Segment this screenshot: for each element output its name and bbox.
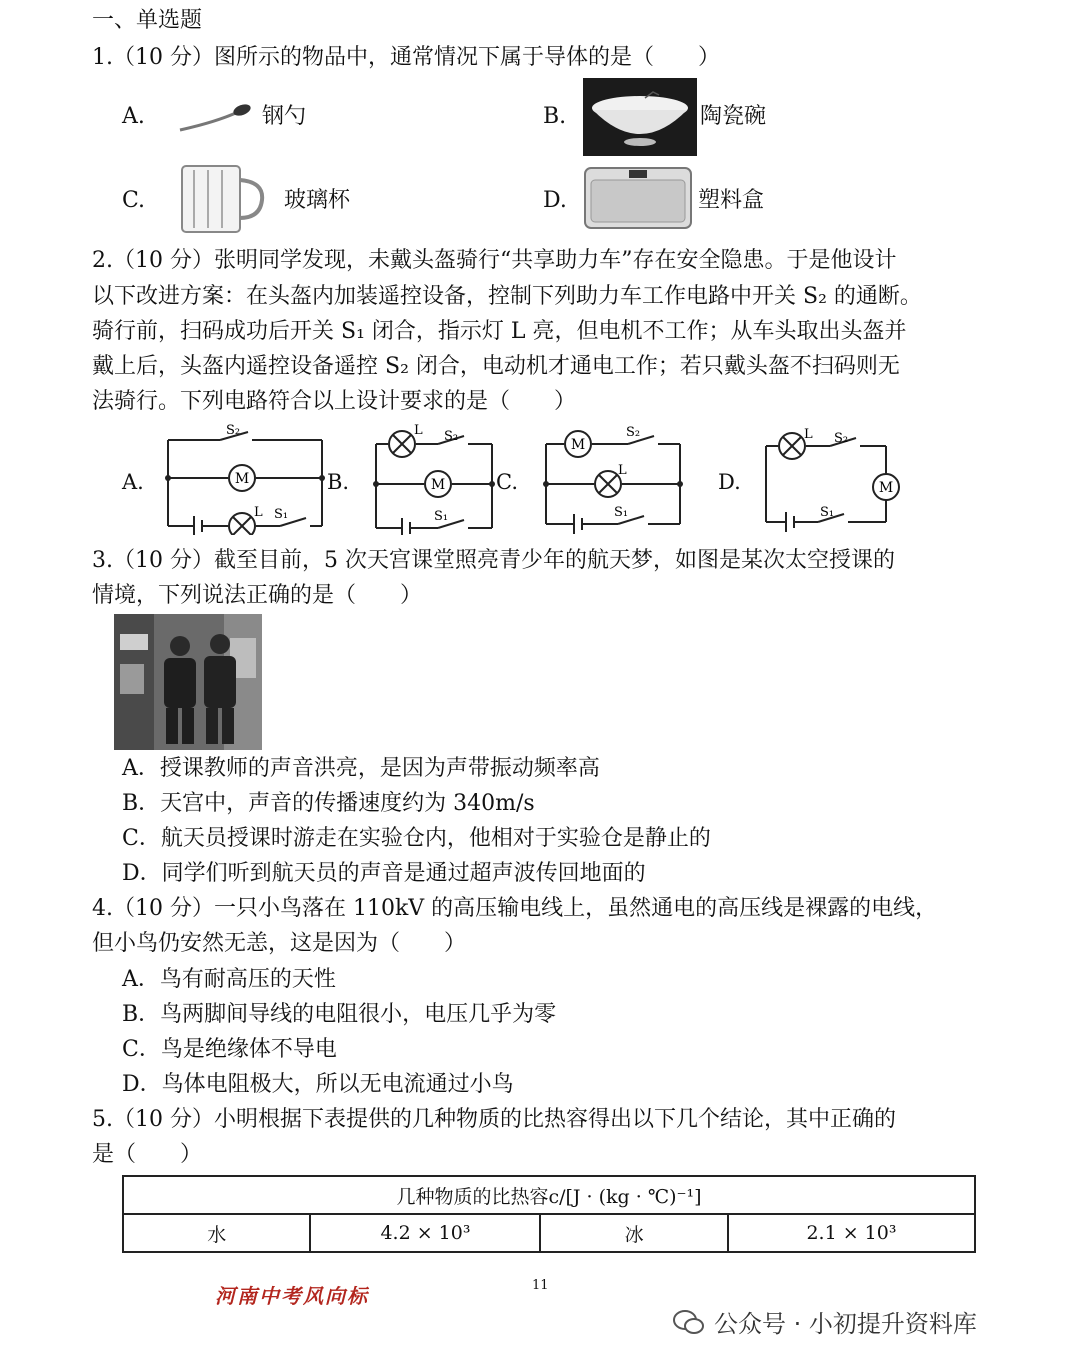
circuit-b-s1-label: S₁	[434, 509, 449, 524]
circuit-d-s1-label: S₁	[820, 505, 835, 520]
circuit-a-lamp-label: L	[254, 505, 263, 520]
circuit-c-motor-label: M	[570, 437, 586, 453]
section-title: 一、单选题	[92, 8, 203, 33]
circuit-c-s2-label: S₂	[626, 425, 641, 440]
circuit-diagram-a	[160, 420, 330, 535]
q1-option-d-letter: D.	[543, 188, 567, 213]
q2-line-5: 法骑行。下列电路符合以上设计要求的是（ ）	[92, 389, 577, 414]
q1-option-b-label: 陶瓷碗	[700, 104, 767, 129]
q2-line-1: 2.（10 分）张明同学发现，未戴头盔骑行“共享助力车”存在安全隐患。于是他设计	[92, 248, 897, 273]
table-row	[123, 1214, 975, 1252]
q4-option-c: C．鸟是绝缘体不导电	[122, 1037, 337, 1062]
q3-line-2: 情境，下列说法正确的是（ ）	[92, 583, 423, 608]
table-cell: 2.1 × 10³	[728, 1214, 975, 1252]
q1-option-c-letter: C.	[122, 188, 146, 213]
q5-line-1: 5.（10 分）小明根据下表提供的几种物质的比热容得出以下几个结论，其中正确的	[92, 1107, 896, 1132]
circuit-diagram-d	[758, 420, 908, 535]
circuit-b-letter: B.	[327, 470, 350, 494]
q4-option-a: A．鸟有耐高压的天性	[122, 967, 336, 992]
q3-option-d: D．同学们听到航天员的声音是通过超声波传回地面的	[122, 861, 646, 886]
circuit-b-motor-label: M	[430, 477, 446, 493]
specific-heat-table	[122, 1175, 976, 1253]
circuit-b-lamp-label: L	[414, 423, 423, 438]
q1-option-b-letter: B.	[543, 104, 567, 129]
table-header: 几种物质的比热容c/[J · (kg · ℃)⁻¹]	[123, 1176, 975, 1214]
circuit-diagram-c	[538, 420, 688, 535]
table-cell: 水	[123, 1214, 310, 1252]
circuit-c-s1-label: S₁	[614, 505, 629, 520]
circuit-d-s2-label: S₂	[834, 431, 849, 446]
q3-option-b: B．天宫中，声音的传播速度约为 340m/s	[122, 791, 535, 816]
circuit-c-lamp-label: L	[618, 463, 627, 478]
watermark-text: 公众号 · 小初提升资料库	[714, 1310, 977, 1338]
q4-option-b: B．鸟两脚间导线的电阻很小，电压几乎为零	[122, 1002, 557, 1027]
space-classroom-photo	[114, 614, 262, 750]
circuit-a-letter: A.	[122, 470, 144, 494]
circuit-d-lamp-label: L	[804, 427, 813, 442]
q4-line-1: 4.（10 分）一只小鸟落在 110kV 的高压输电线上，虽然通电的高压线是裸露的电线，	[92, 896, 938, 921]
page-number: 11	[532, 1278, 549, 1293]
steel-spoon-icon	[176, 98, 254, 138]
q1-stem: 1.（10 分）图所示的物品中，通常情况下属于导体的是（ ）	[92, 45, 720, 70]
q4-line-2: 但小鸟仍安然无恙，这是因为（ ）	[92, 931, 467, 956]
q3-option-c: C．航天员授课时游走在实验仓内，他相对于实验仓是静止的	[122, 826, 711, 851]
watermark	[672, 1304, 977, 1339]
circuit-a-s2-label: S₂	[226, 423, 241, 438]
plastic-box-icon	[583, 166, 693, 230]
circuit-d-motor-label: M	[878, 480, 894, 496]
circuit-diagram-b	[368, 420, 500, 535]
table-cell: 4.2 × 10³	[310, 1214, 540, 1252]
wechat-icon	[672, 1307, 706, 1337]
glass-cup-icon	[176, 160, 268, 236]
q3-line-1: 3.（10 分）截至目前，5 次天宫课堂照亮青少年的航天梦，如图是某次太空授课的	[92, 548, 895, 573]
stamp-text: 河南中考风向标	[215, 1284, 369, 1308]
q2-line-4: 戴上后，头盔内遥控设备遥控 S₂ 闭合，电动机才通电工作；若只戴头盔不扫码则无	[92, 354, 900, 379]
circuit-b-s2-label: S₂	[444, 429, 459, 444]
circuit-a-s1-label: S₁	[274, 507, 289, 522]
q2-line-2: 以下改进方案：在头盔内加装遥控设备，控制下列助力车工作电路中开关 S₂ 的通断。	[92, 284, 922, 309]
q4-option-d: D．鸟体电阻极大，所以无电流通过小鸟	[122, 1072, 514, 1097]
table-header-row	[123, 1176, 975, 1214]
q1-option-d-label: 塑料盒	[698, 188, 765, 213]
q3-option-a: A．授课教师的声音洪亮，是因为声带振动频率高	[122, 756, 600, 781]
table-cell: 冰	[540, 1214, 727, 1252]
q1-option-c-label: 玻璃杯	[284, 188, 351, 213]
circuit-c-letter: C.	[496, 470, 518, 494]
circuit-d-letter: D.	[718, 470, 741, 494]
q1-option-a-label: 钢勺	[262, 104, 307, 129]
ceramic-bowl-icon	[583, 78, 697, 156]
q5-line-2: 是（ ）	[92, 1142, 203, 1167]
circuit-a-motor-label: M	[234, 471, 250, 487]
q1-option-a-letter: A.	[122, 104, 145, 129]
q2-line-3: 骑行前，扫码成功后开关 S₁ 闭合，指示灯 L 亮，但电机不工作；从车头取出头盔并	[92, 319, 907, 344]
